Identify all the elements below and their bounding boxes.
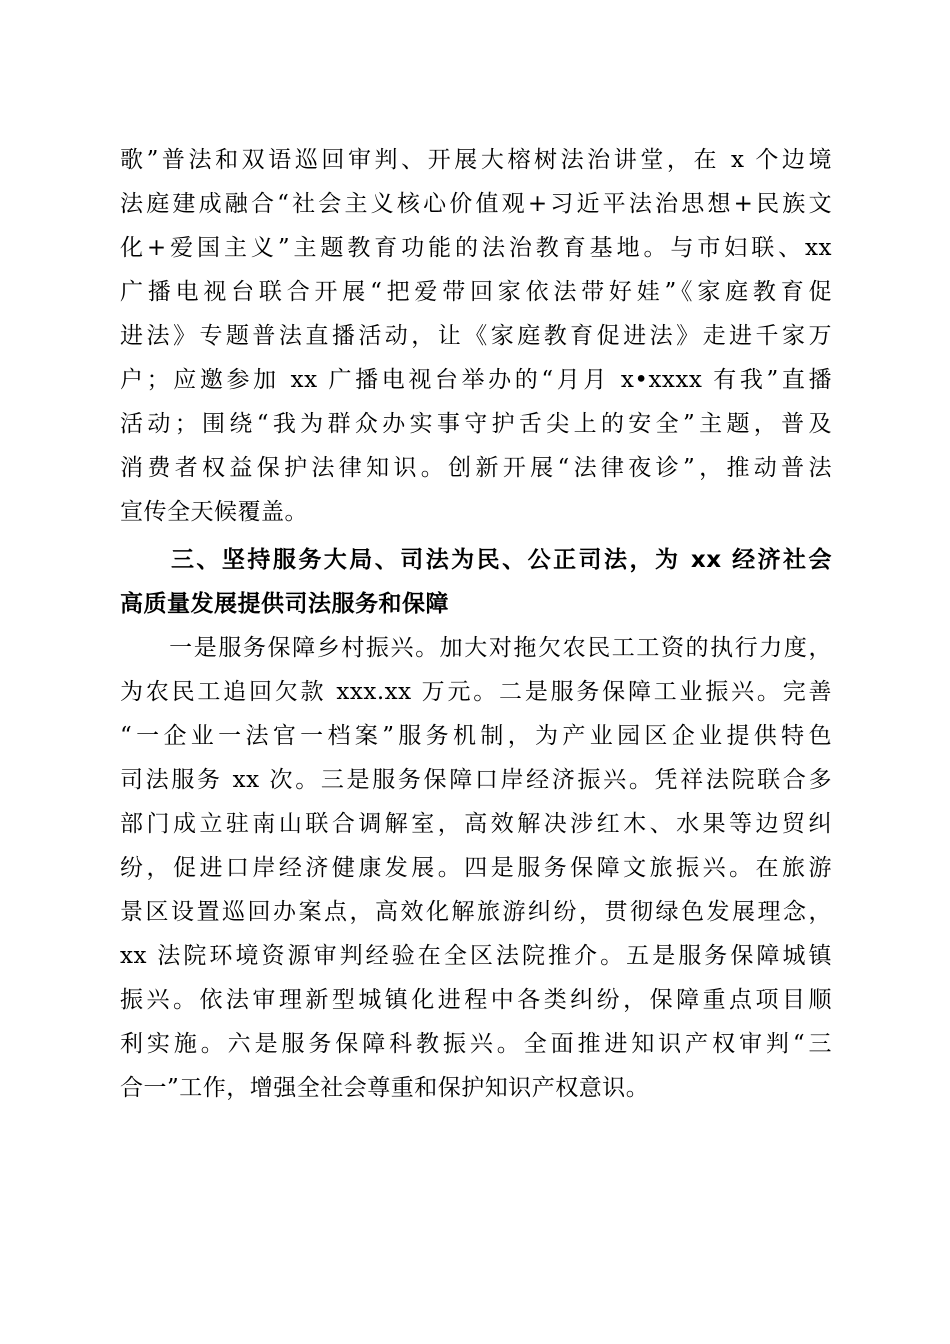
paragraph-service-guarantee (120, 626, 832, 1110)
text-line: “一企业一法官一档案”服务机制，为产业园区企业提供特色 (120, 723, 832, 749)
text-line: 进法》专题普法直播活动，让《家庭教育促进法》走进千家万 (120, 323, 832, 349)
text-line: 法庭建成融合“社会主义核心价值观+习近平法治思想+民族文 (120, 191, 832, 217)
text-line: 景区设置巡回办案点，高效化解旅游纠纷，贯彻绿色发展理念， (120, 899, 832, 925)
text-line: 活动；围绕“我为群众办实事守护舌尖上的安全”主题，普及 (120, 411, 832, 437)
text-line: 合一”工作，增强全社会尊重和保护知识产权意识。 (120, 1075, 650, 1101)
text-line: 宣传全天候覆盖。 (120, 499, 308, 525)
text-line: 纷，促进口岸经济健康发展。四是服务保障文旅振兴。在旅游 (120, 855, 832, 881)
text-line: 为农民工追回欠款 xxx.xx 万元。二是服务保障工业振兴。完善 (120, 679, 832, 705)
text-line: 部门成立驻南山联合调解室，高效解决涉红木、水果等边贸纠 (120, 811, 832, 837)
paragraph-legal-education (120, 138, 832, 534)
text-line: 利实施。六是服务保障科教振兴。全面推进知识产权审判“三 (120, 1031, 832, 1057)
text-line: 司法服务 xx 次。三是服务保障口岸经济振兴。凭祥法院联合多 (120, 767, 832, 793)
text-line: xx 法院环境资源审判经验在全区法院推介。五是服务保障城镇 (120, 943, 832, 969)
document-page (120, 138, 832, 1110)
section-heading (120, 538, 832, 626)
text-line: 一是服务保障乡村振兴。加大对拖欠农民工工资的执行力度， (120, 635, 832, 661)
text-line: 户；应邀参加 xx 广播电视台举办的“月月 x•xxxx 有我”直播 (120, 367, 832, 393)
text-line: 化+爱国主义”主题教育功能的法治教育基地。与市妇联、xx (120, 235, 832, 261)
text-line: 歌”普法和双语巡回审判、开展大榕树法治讲堂，在 x 个边境 (120, 147, 832, 173)
heading-line: 高质量发展提供司法服务和保障 (120, 591, 449, 617)
heading-line: 三、坚持服务大局、司法为民、公正司法，为 xx 经济社会 (120, 547, 832, 573)
text-line: 振兴。依法审理新型城镇化进程中各类纠纷，保障重点项目顺 (120, 987, 832, 1013)
text-line: 消费者权益保护法律知识。创新开展“法律夜诊”，推动普法 (120, 455, 832, 481)
text-line: 广播电视台联合开展“把爱带回家依法带好娃”《家庭教育促 (120, 279, 832, 305)
